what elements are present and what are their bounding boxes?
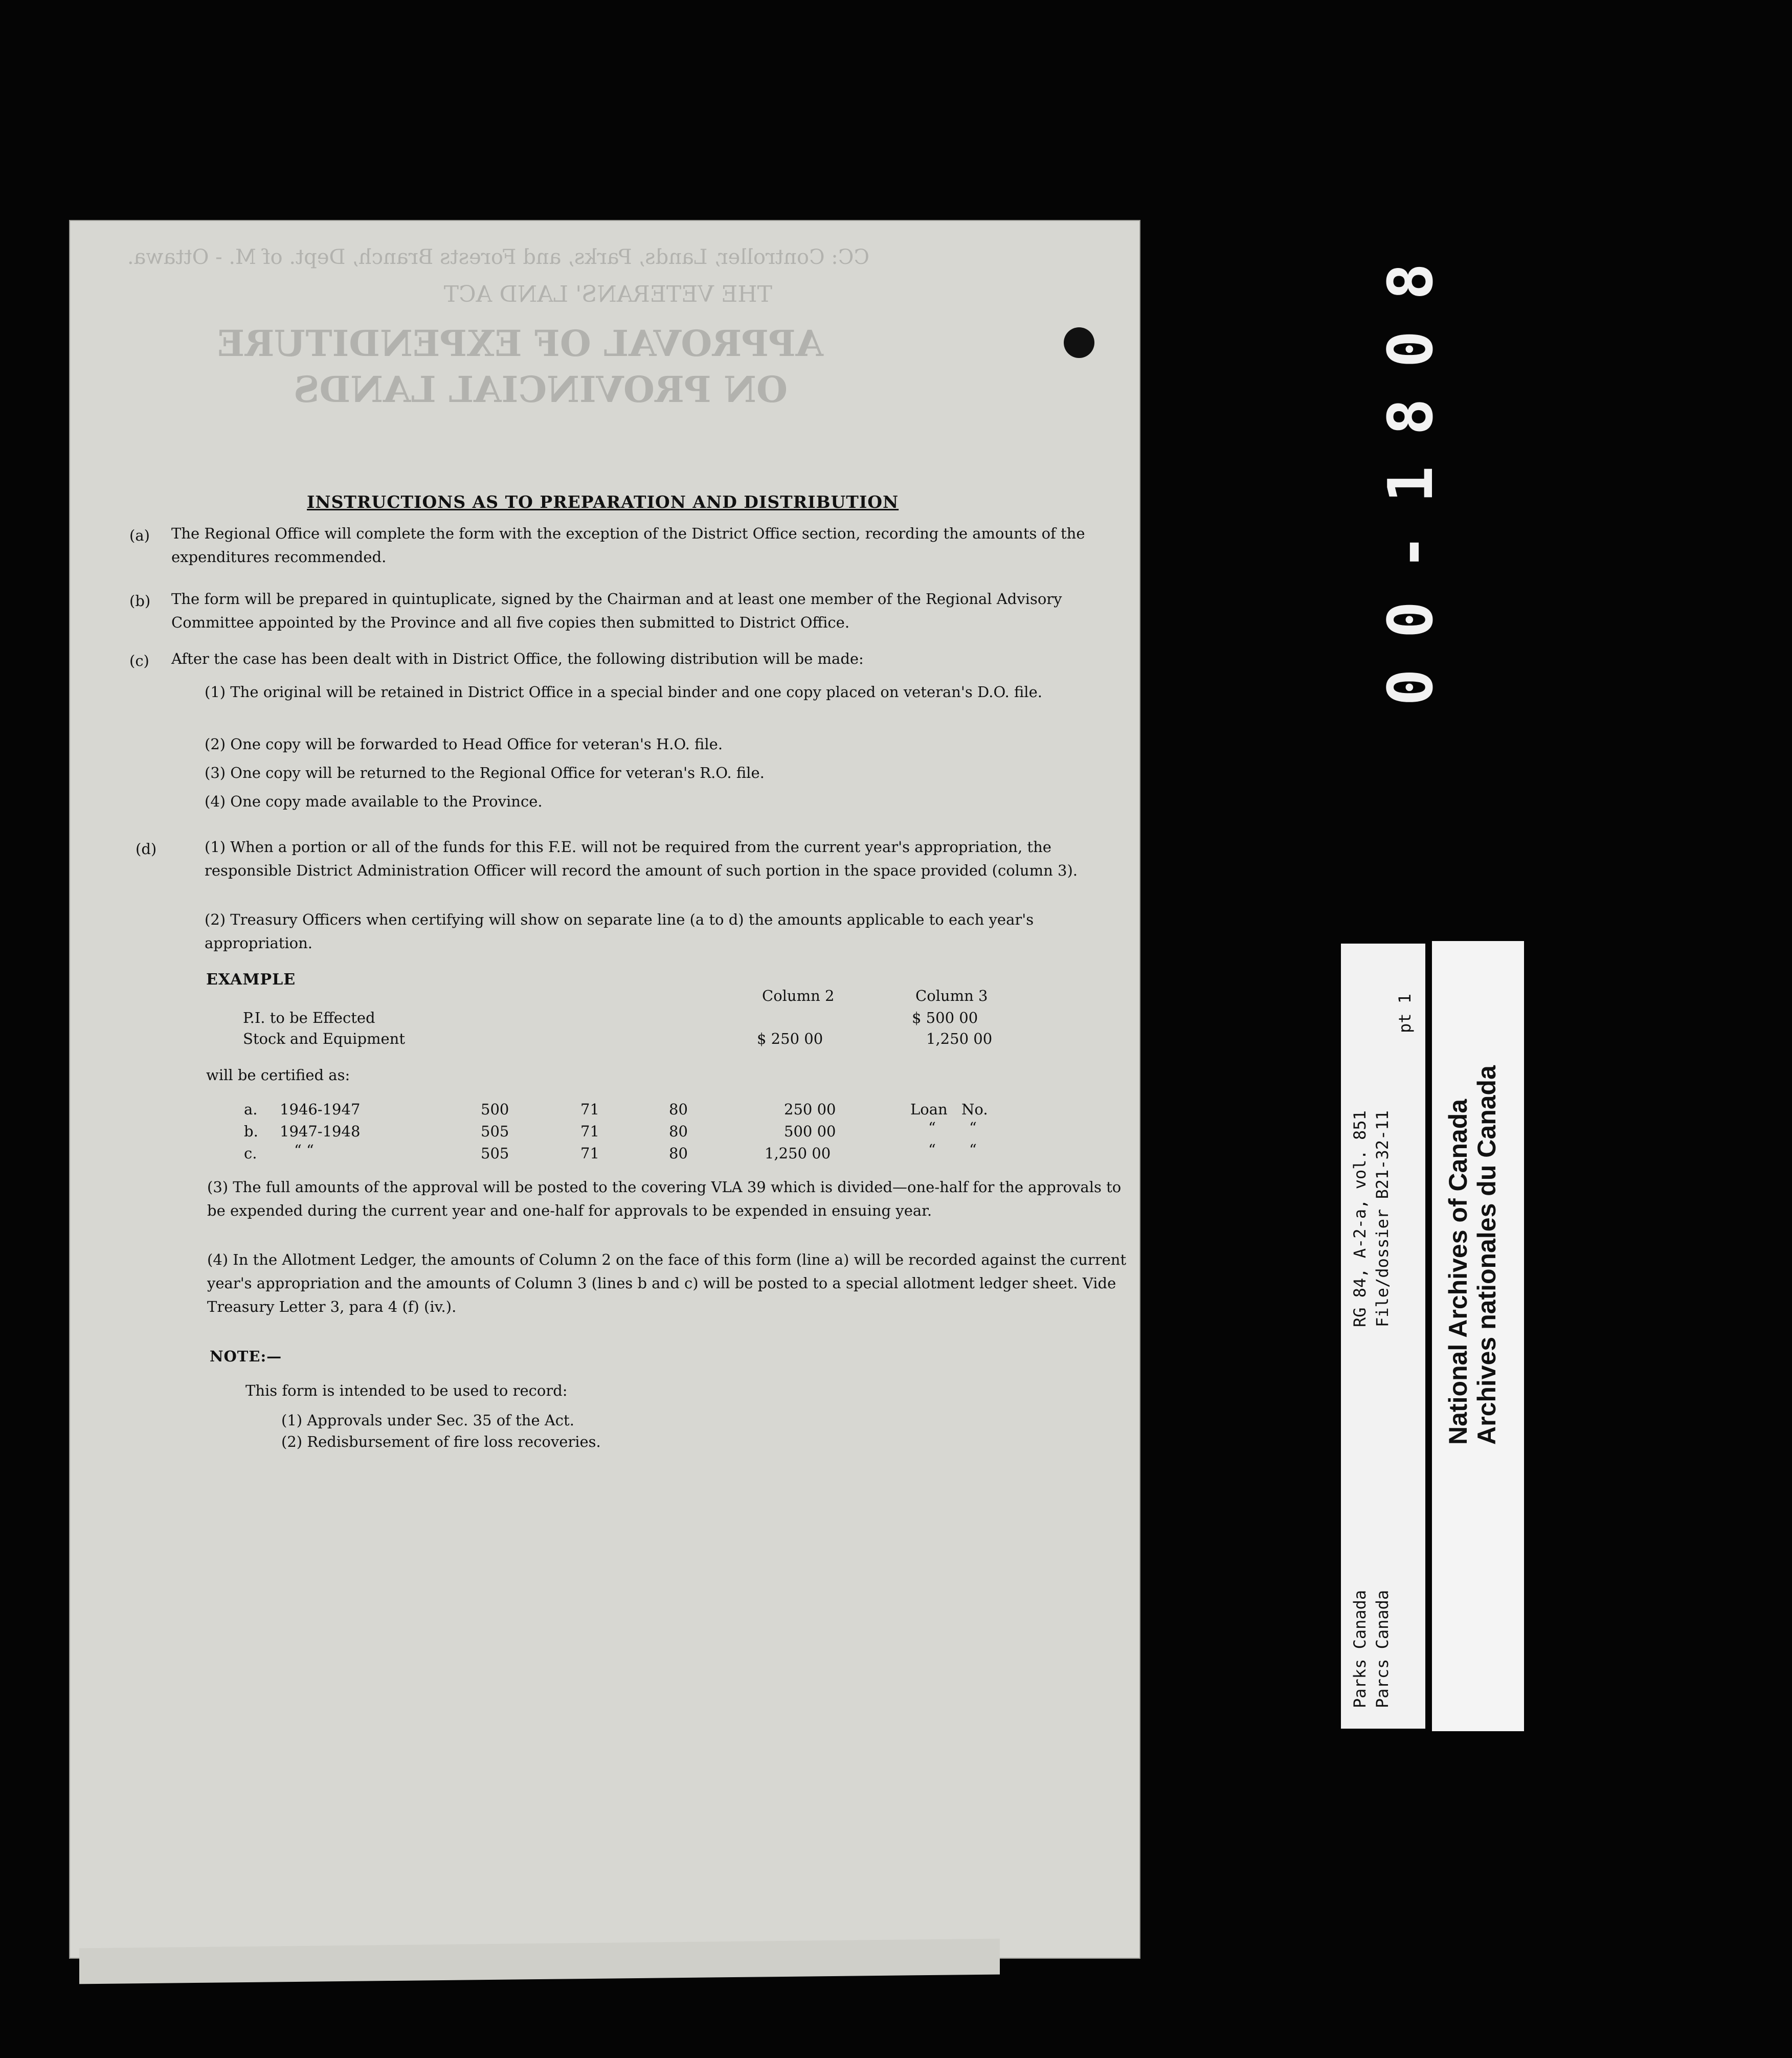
section-d-item-3: (3) The full amounts of the approval will be posted to the covering VLA 39 which is divided—one-half for the approvals to be expended during the current year and one-half for approvals to be expended in ensuing year.	[207, 1178, 1122, 1219]
note-item-2: (2) Redisbursement of fire loss recoveries.	[281, 1433, 601, 1450]
cert-row-3-letter: c.	[244, 1145, 257, 1162]
cert-row-1-no: No.	[961, 1101, 988, 1118]
archive-tag-org2: Parcs Canada	[1373, 1590, 1392, 1708]
example-row-2-col3: 1,250 00	[926, 1030, 993, 1047]
archive-tag-org1: Parks Canada	[1350, 1590, 1370, 1708]
cert-row-3-loan: “	[928, 1141, 936, 1158]
certified-text: will be certified as:	[206, 1066, 350, 1084]
cert-row-3-c1: 505	[481, 1145, 509, 1162]
cert-row-1-letter: a.	[244, 1101, 258, 1118]
example-row-2-col2: $ 250 00	[757, 1030, 823, 1047]
section-d-item-2: (2) Treasury Officers when certifying will show on separate line (a to d) the amounts applicable to each year's appropriation.	[205, 911, 1034, 952]
example-row-1-col3: $ 500 00	[912, 1009, 978, 1026]
cert-row-2-c2: 71	[580, 1123, 599, 1140]
archive-label-line2: Archives nationales du Canada	[1472, 1065, 1501, 1445]
example-row-2-label: Stock and Equipment	[243, 1030, 406, 1047]
cert-row-2-no: “	[969, 1119, 977, 1136]
section-c-item-1: (1) The original will be retained in District Office in a special binder and one copy placed on veteran's D.O. file.	[205, 683, 1042, 701]
cert-row-3-year: “ “	[294, 1142, 314, 1159]
cert-row-2-loan: “	[928, 1119, 936, 1136]
archive-label-line1: National Archives of Canada	[1444, 1099, 1472, 1445]
section-c-item-2: (2) One copy will be forwarded to Head Office for veteran's H.O. file.	[205, 735, 723, 753]
section-b-text: The form will be prepared in quintuplicate, signed by the Chairman and at least one member of the Regional Advisory Committee appointed by the Province and all five copies then submitted to District Office.	[171, 590, 1062, 631]
cert-row-3-amount: 1,250 00	[765, 1145, 831, 1162]
frame-number	[1371, 169, 1452, 706]
section-b-label: (b)	[129, 592, 151, 610]
section-d-item-4: (4) In the Allotment Ledger, the amounts of Column 2 on the face of this form (line a) will be recorded against the current year's appropriation and the amounts of Column 3 (lines b and c) will be posted to a special allotment ledger sheet. Vide Treasury Letter 3, para 4 (f) (iv.).	[207, 1251, 1127, 1315]
section-c-label: (c)	[129, 652, 149, 669]
cert-row-3-c3: 80	[669, 1145, 688, 1162]
cert-row-2-c1: 505	[481, 1123, 509, 1140]
note-title: NOTE:—	[210, 1348, 282, 1365]
example-row-1-label: P.I. to be Effected	[243, 1009, 375, 1026]
bleed-through-text	[69, 220, 1140, 1959]
cert-row-2-year: 1947-1948	[280, 1123, 361, 1140]
section-d-label: (d)	[136, 840, 157, 858]
cert-row-1-c1: 500	[481, 1101, 509, 1118]
archive-tag-line1: RG 84, A-2-a, vol. 851	[1350, 1110, 1370, 1327]
cert-row-2-letter: b.	[244, 1123, 258, 1140]
section-d-item-1: (1) When a portion or all of the funds for this F.E. will not be required from the current year's appropriation, the responsible District Administration Officer will record the amount of such portion in the space provided (column 3).	[205, 838, 1078, 879]
example-title: EXAMPLE	[206, 971, 296, 989]
archive-tag-line3: pt 1	[1395, 993, 1415, 1033]
cert-row-2-amount: 500 00	[784, 1123, 836, 1140]
section-a-label: (a)	[129, 527, 150, 544]
cert-row-1-loan: Loan	[910, 1101, 948, 1118]
ink-blot	[1064, 327, 1094, 358]
bleed-line-3: APPROVAL OF EXPENDITURE	[217, 322, 823, 365]
document-page	[69, 220, 1140, 1959]
cert-row-3-c2: 71	[580, 1145, 599, 1162]
cert-row-1-amount: 250 00	[784, 1101, 836, 1118]
cert-row-3-no: “	[969, 1141, 977, 1158]
column-3-header: Column 3	[915, 987, 988, 1004]
cert-row-2-c3: 80	[669, 1123, 688, 1140]
frame-number-text: 00-1808	[1376, 232, 1447, 706]
section-c-text: After the case has been dealt with in District Office, the following distribution will be made:	[171, 650, 864, 667]
section-c-item-4: (4) One copy made available to the Province.	[205, 793, 543, 810]
cert-row-1-year: 1946-1947	[280, 1101, 361, 1118]
cert-row-1-c3: 80	[669, 1101, 688, 1118]
note-item-1: (1) Approvals under Sec. 35 of the Act.	[281, 1412, 574, 1429]
archive-tag-line2: File/dossier B21-32-11	[1373, 1110, 1392, 1327]
bleed-line-1: CC: Controller, Lands, Parks, and Forests Branch, Dept. of M. - Ottawa.	[127, 245, 869, 269]
archive-tag	[1341, 944, 1425, 1729]
column-2-header: Column 2	[762, 987, 835, 1004]
bleed-line-2: THE VETERANS' LAND ACT	[443, 281, 772, 307]
section-a-text: The Regional Office will complete the form with the exception of the District Office section, recording the amounts of the expenditures recommended.	[171, 525, 1085, 566]
cert-row-1-c2: 71	[580, 1101, 599, 1118]
note-text: This form is intended to be used to record:	[245, 1382, 568, 1399]
bleed-line-4: ON PROVINCIAL LANDS	[293, 368, 788, 411]
page-title: INSTRUCTIONS AS TO PREPARATION AND DISTRIBUTION	[307, 492, 899, 512]
section-c-item-3: (3) One copy will be returned to the Regional Office for veteran's R.O. file.	[205, 764, 765, 781]
archive-label	[1432, 941, 1524, 1731]
